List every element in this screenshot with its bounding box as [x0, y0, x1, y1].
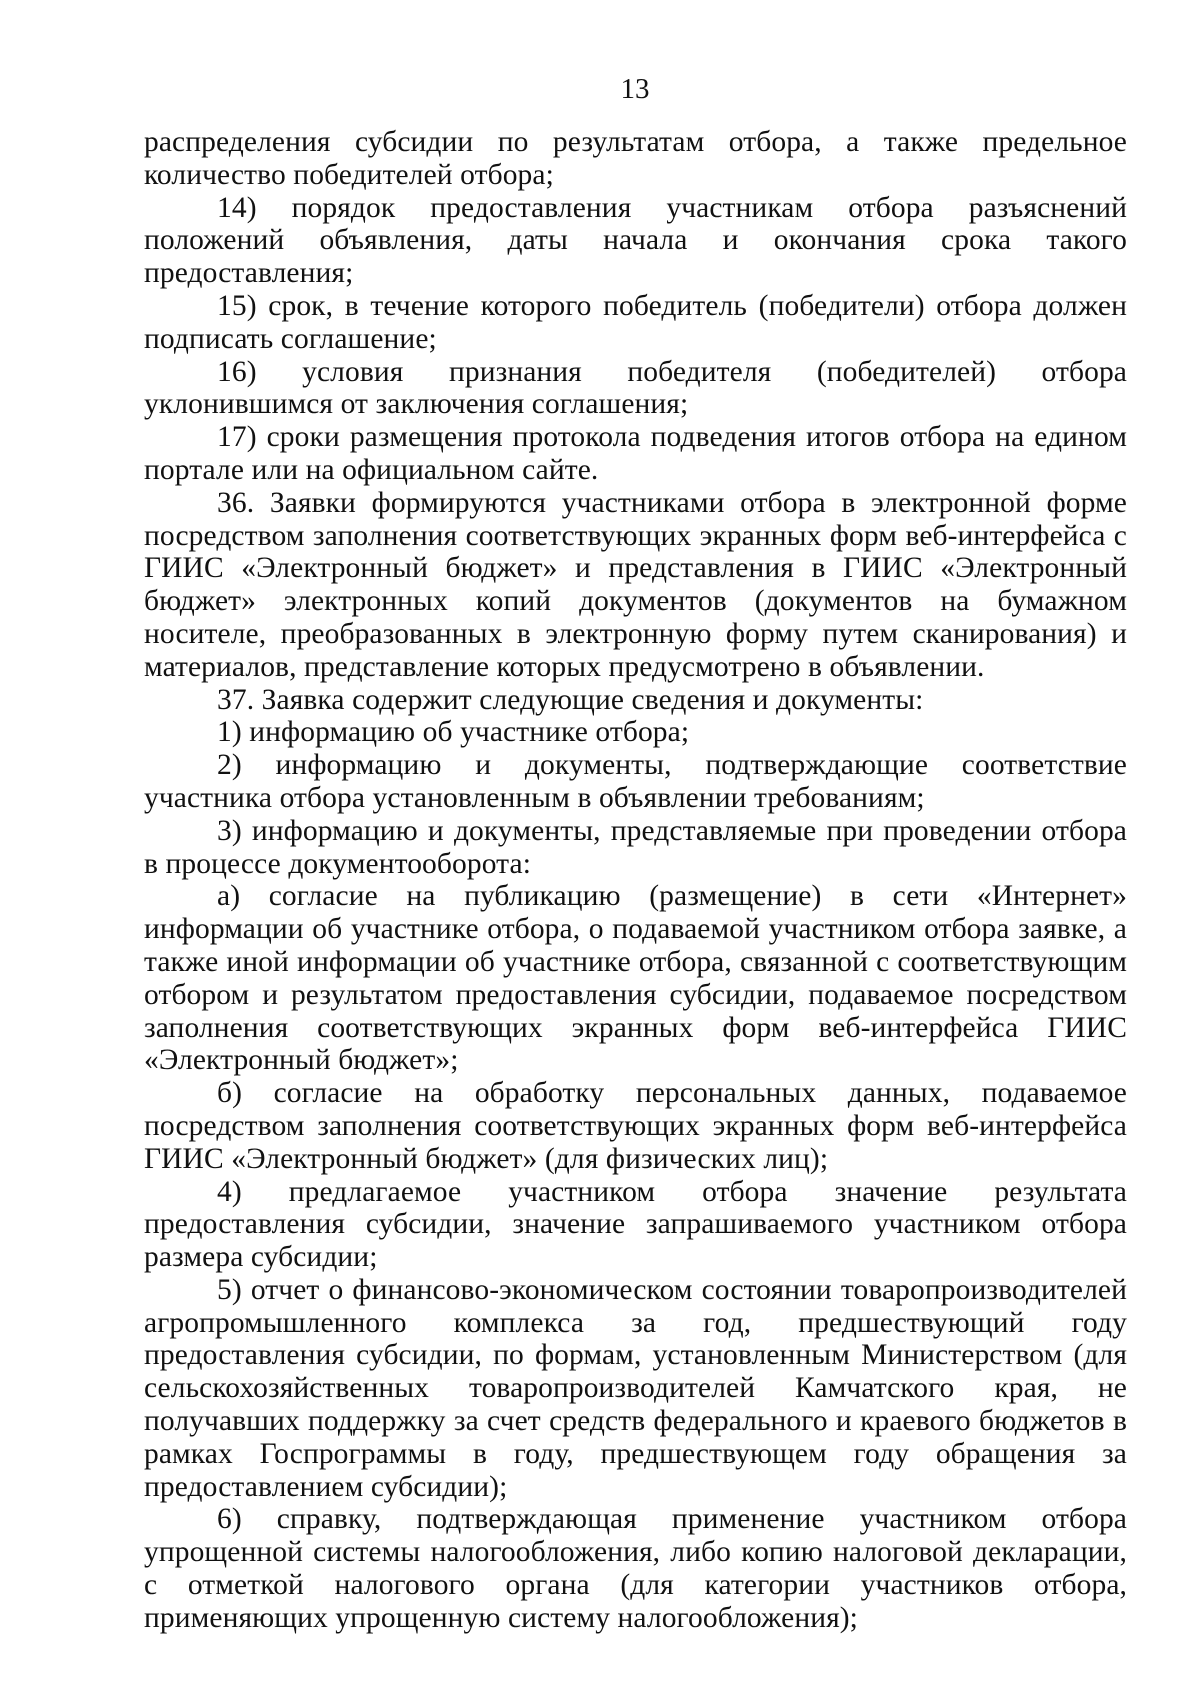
- paragraph-item-15: 15) срок, в течение которого победитель (победители) отбора должен подписать соглашение;: [144, 289, 1127, 355]
- paragraph-item-17: 17) сроки размещения протокола подведения итогов отбора на едином портале или на официальном сайте.: [144, 421, 1127, 486]
- page-number: 13: [620, 73, 650, 105]
- paragraph-clause-36: 36. Заявки формируются участниками отбора в электронной форме посредством заполнения соответствующих экранных форм веб-интерфейса с ГИИС «Электронный бюджет» и представления в ГИИС «Электронный бюджет» электронных копий документов (документов на бумажном носителе, преобразованных в электронную форму путем сканирования) и материалов, представление которых предусмотрено в объявлении.: [144, 486, 1127, 683]
- document-body: [144, 126, 1127, 1635]
- paragraph-item-4: 4) предлагаемое участником отбора значение результата предоставления субсидии, значение запрашиваемого участником отбора размера субсидии;: [144, 1175, 1127, 1274]
- paragraph-item-16: 16) условия признания победителя (победителей) отбора уклонившимся от заключения соглашения;: [144, 355, 1127, 421]
- paragraph-item-1: 1) информацию об участнике отбора;: [217, 716, 690, 749]
- paragraph-item-2: 2) информацию и документы, подтверждающие соответствие участника отбора установленным в объявлении требованиям;: [144, 749, 1127, 814]
- paragraph-continuation: распределения субсидии по результатам отбора, а также предельное количество победителей отбора;: [144, 126, 1127, 191]
- paragraph-item-6: 6) справку, подтверждающая применение участником отбора упрощенной системы налогообложения, либо копию налоговой декларации, с отметкой налогового органа (для категории участников отбора, применяющих упрощенную систему налогообложения);: [144, 1503, 1127, 1634]
- paragraph-clause-37: 37. Заявка содержит следующие сведения и документы:: [217, 683, 924, 716]
- paragraph-item-3: 3) информацию и документы, представляемые при проведении отбора в процессе документооборота:: [144, 814, 1127, 880]
- paragraph-item-14: 14) порядок предоставления участникам отбора разъяснений положений объявления, даты начала и окончания срока такого предоставления;: [144, 191, 1127, 290]
- paragraph-subitem-b: б) согласие на обработку персональных данных, подаваемое посредством заполнения соответствующих экранных форм веб-интерфейса ГИИС «Электронный бюджет» (для физических лиц);: [144, 1077, 1127, 1175]
- paragraph-item-5: 5) отчет о финансово-экономическом состоянии товаропроизводителей агропромышленного комплекса за год, предшествующий году предоставления субсидии, по формам, установленным Министерством (для сельскохозяйственных товаропроизводителей Камчатского края, не получавших поддержку за счет средств федерального и краевого бюджетов в рамках Госпрограммы в году, предшествующем году обращения за предоставлением субсидии);: [144, 1273, 1127, 1503]
- paragraph-subitem-a: а) согласие на публикацию (размещение) в сети «Интернет» информации об участнике отбора, о подаваемой участником отбора заявке, а также иной информации об участнике отбора, связанной с соответствующим отбором и результатом предоставления субсидии, подаваемое посредством заполнения соответствующих экранных форм веб-интерфейса ГИИС «Электронный бюджет»;: [144, 880, 1127, 1077]
